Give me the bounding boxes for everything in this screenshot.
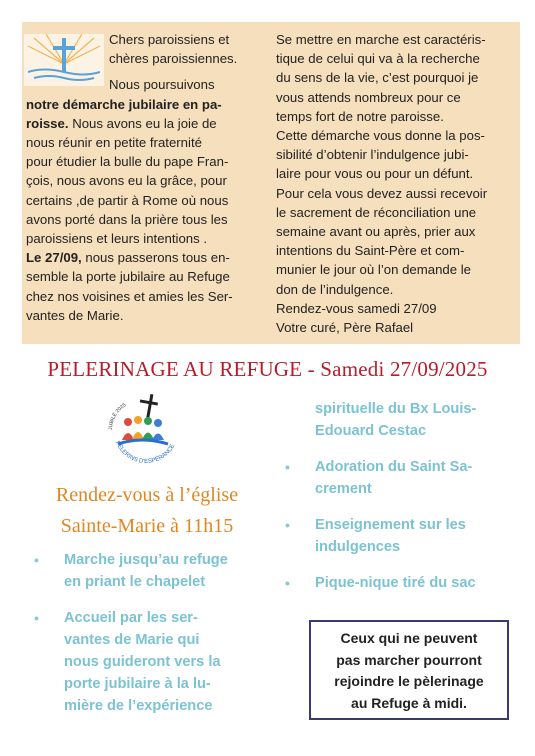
text-line: temps fort de notre paroisse. [276,108,444,124]
greeting-line-2: chères paroissiennes. [109,51,238,67]
text-line: pour étudier la bulle du pape Fran- [26,154,229,170]
jubilee-paragraph [26,95,264,325]
text-line: du sens de la vie, c’est pourquoi je [276,70,479,86]
list-item-line: Marche jusqu’au refuge [64,552,228,568]
text-line: sibilité d’obtenir l’indulgence jubi- [276,147,469,163]
rendezvous-line-2: Sainte-Marie à 11h15 [60,515,234,537]
logo-bottom-text: PÈLERINS D'ESPÉRANCE [114,440,177,465]
bold-line-2: roisse. [26,115,69,131]
jubilee-2025-logo [102,390,184,470]
pilgrimage-heading: PELERINAGE AU REFUGE - Samedi 27/09/2025 [47,357,488,381]
date-text: nous passerons tous en- [81,250,230,266]
list-item-continuation [281,398,521,442]
list-item-line: Pique-nique tiré du sac [315,575,476,591]
program-list-right [281,398,521,603]
list-item-line: vantes de Marie qui [64,632,200,648]
list-item-line: Accueil par les ser- [64,610,198,626]
note-line: rejoindre le pèlerinage [334,673,484,689]
list-item-line: en priant le chapelet [64,574,206,590]
list-item-line: porte jubilaire à la lu- [64,676,211,692]
bullet-icon: • [285,517,290,533]
list-item-line: indulgences [315,539,401,555]
list-item [30,549,275,593]
list-item-line: Edouard Cestac [315,423,427,439]
note-line: au Refuge à midi. [351,694,467,711]
greeting-line-1: Chers paroissiens et [109,32,230,47]
date-bold: Le 27/09, [26,250,82,266]
text-line: Se mettre en marche est caractéris- [276,32,486,47]
text-line: tique de celui qui va à la recherche [276,51,480,67]
text-line: certains ,de partir à Rome où nous [26,192,229,208]
list-item-line: Adoration du Saint Sa- [315,459,473,475]
text-line: Pour cela vous devez aussi recevoir [276,185,488,201]
letter-right-column [276,30,516,337]
text-line: laire pour vous ou pour un défunt. [276,166,474,182]
bullet-icon: • [285,459,290,475]
text-line: semble la porte jubilaire au Refuge [26,269,230,285]
text-line: semaine avant ou après, prier aux [276,224,476,240]
list-item [281,572,521,594]
text-line: munier le jour où l’on demande le [276,262,471,278]
bullet-icon: • [34,552,39,568]
list-item-line: nous guideront vers la [64,654,221,670]
text-line: le sacrement de réconciliation une [276,204,477,220]
text-line: don de l’indulgence. [276,281,394,297]
program-list-left [30,549,275,726]
list-item [281,514,521,558]
logo-top-text: JUBILÉ 2025 [107,402,128,431]
signature-line: Votre curé, Père Rafael [276,320,414,336]
text-line: vous attends nombreux pour ce [276,89,461,105]
text-line: vantes de Marie. [26,307,124,323]
note-line: pas marcher pourront [336,651,482,668]
note-line: Ceux qui ne peuvent [340,630,478,646]
text-line: paroissiens et leurs intentions . [26,231,208,247]
letter-left-column [26,30,264,325]
text-line-1: Nous avons eu la joie de [68,115,217,131]
list-item [281,456,521,500]
list-item [30,607,275,717]
intro-line: Nous poursuivons [109,77,215,93]
bold-line-1: notre démarche jubilaire en pa- [26,96,222,112]
rendezvous-block [22,480,272,542]
text-line: Cette démarche vous donne la pos- [276,128,485,144]
bullet-icon: • [34,610,39,626]
note-box [309,620,509,720]
bullet-icon: • [285,575,290,591]
svg-text:JUBILÉ 2025 [108,402,127,430]
text-line: Rendez-vous samedi 27/09 [276,300,437,316]
text-line: nous réunir en petite fraternité [26,135,202,151]
list-item-line: Enseignement sur les [315,517,466,533]
list-item-line: crement [315,481,372,497]
text-line: avons porté dans la prière tous les [26,211,228,227]
rendezvous-line-1: Rendez-vous à l’église [55,484,239,506]
text-line: çois, nous avons eu la grâce, pour [26,173,227,189]
list-item-line: spirituelle du Bx Louis- [315,401,477,417]
text-line: chez nos voisines et amies les Ser- [26,288,233,304]
list-item-line: mière de l’expérience [64,698,213,714]
text-line: intentions du Saint-Père et com- [276,243,465,259]
